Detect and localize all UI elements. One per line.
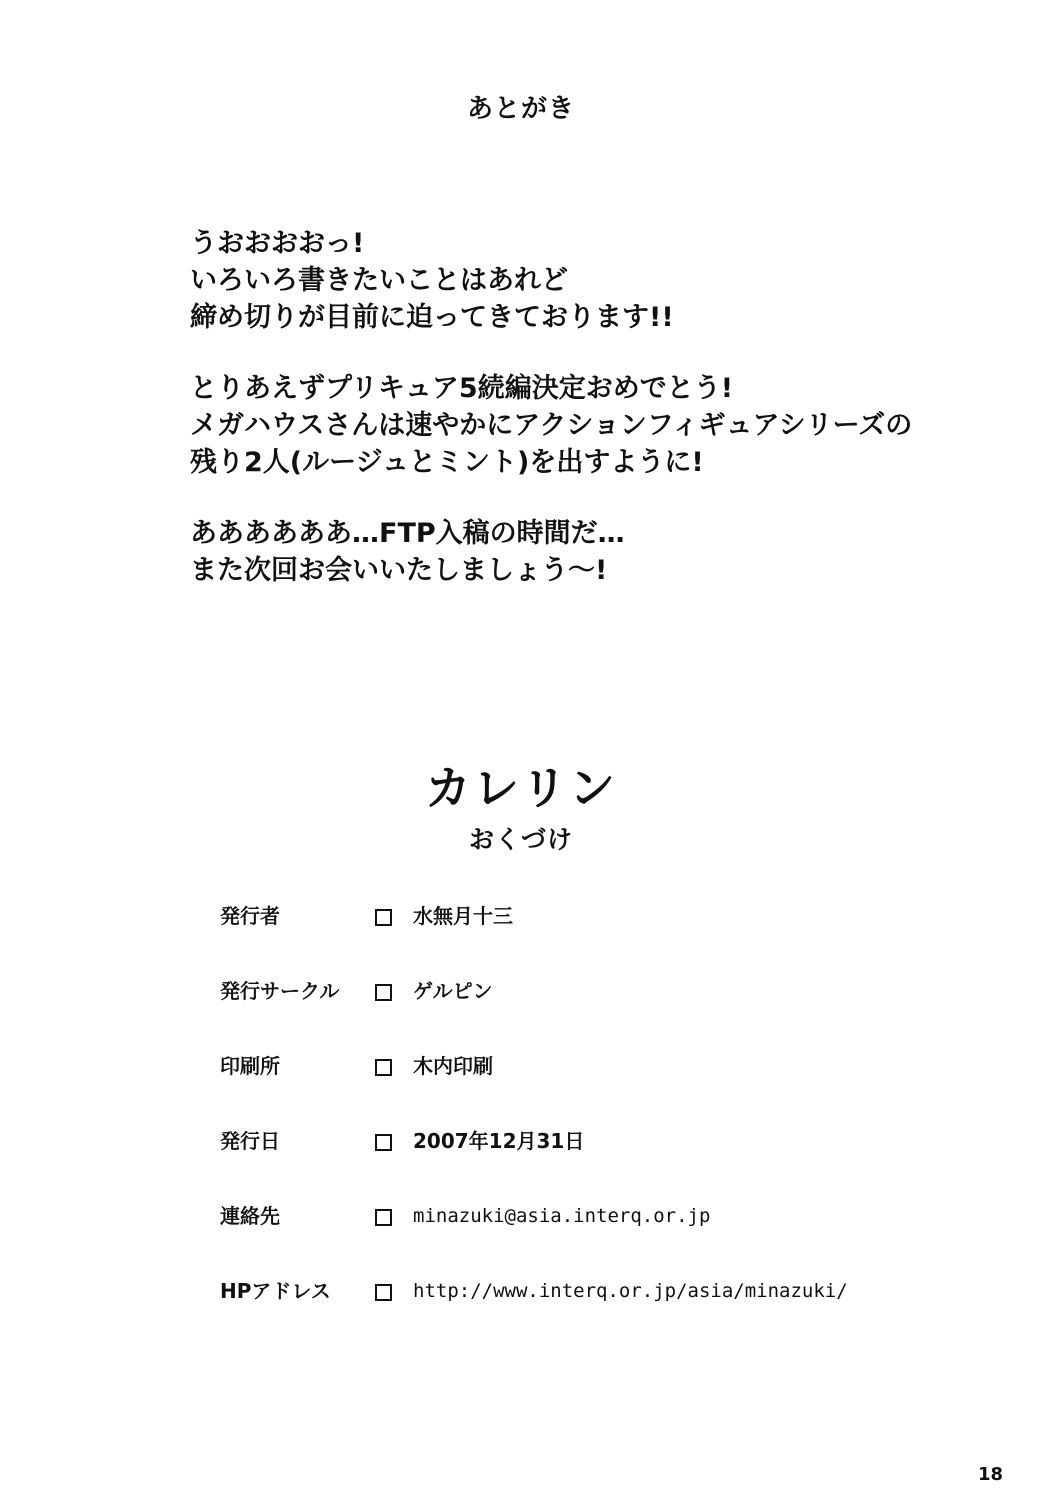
colophon-row-contact: [220, 1200, 920, 1275]
colophon-row-printer: [220, 1050, 920, 1125]
colophon-label: HPアドレス: [220, 1279, 331, 1303]
afterword-line: メガハウスさんは速やかにアクションフィギュアシリーズの: [190, 410, 913, 441]
colophon-value: 木内印刷: [413, 1054, 493, 1078]
afterword-paragraph-1: [190, 225, 930, 336]
page-number: 18: [978, 1464, 1004, 1485]
square-bullet-icon: [375, 909, 392, 926]
afterword-paragraph-3: [190, 515, 930, 589]
colophon-subtitle: おくづけ: [468, 825, 573, 854]
colophon-row-publisher: [220, 900, 920, 975]
colophon-label: 印刷所: [220, 1054, 280, 1078]
afterword-line: 締め切りが目前に迫ってきております!!: [190, 302, 674, 333]
square-bullet-icon: [375, 1209, 392, 1226]
colophon-row-circle: [220, 975, 920, 1050]
colophon-row-homepage: [220, 1275, 920, 1350]
square-bullet-icon: [375, 984, 392, 1001]
colophon-table: [220, 900, 920, 1350]
square-bullet-icon: [375, 1059, 392, 1076]
contact-email: minazuki@asia.interq.or.jp: [413, 1205, 711, 1227]
afterword-line: いろいろ書きたいことはあれど: [190, 265, 568, 296]
afterword-line: また次回お会いいたしましょう〜!: [190, 555, 608, 586]
colophon-label: 発行サークル: [220, 979, 340, 1003]
afterword-body: [190, 225, 930, 623]
afterword-title: あとがき: [466, 94, 575, 124]
book-title: カレリン: [425, 761, 617, 815]
colophon-row-date: [220, 1125, 920, 1200]
colophon-label: 発行者: [220, 904, 280, 928]
afterword-line: ああああああ…FTP入稿の時間だ…: [190, 518, 625, 549]
square-bullet-icon: [375, 1134, 392, 1151]
afterword-line: とりあえずプリキュア5続編決定おめでとう!: [190, 373, 734, 404]
colophon-value: 水無月十三: [413, 904, 513, 928]
colophon-label: 連絡先: [220, 1204, 280, 1228]
afterword-line: 残り2人(ルージュとミント)を出すように!: [190, 447, 704, 478]
square-bullet-icon: [375, 1284, 392, 1301]
afterword-line: うおおおおっ!: [190, 228, 365, 259]
afterword-paragraph-2: [190, 370, 930, 481]
colophon-value: 2007年12月31日: [413, 1129, 585, 1153]
colophon-label: 発行日: [220, 1129, 280, 1153]
colophon-value: ゲルピン: [413, 979, 493, 1003]
homepage-url: http://www.interq.or.jp/asia/minazuki/: [413, 1280, 848, 1302]
